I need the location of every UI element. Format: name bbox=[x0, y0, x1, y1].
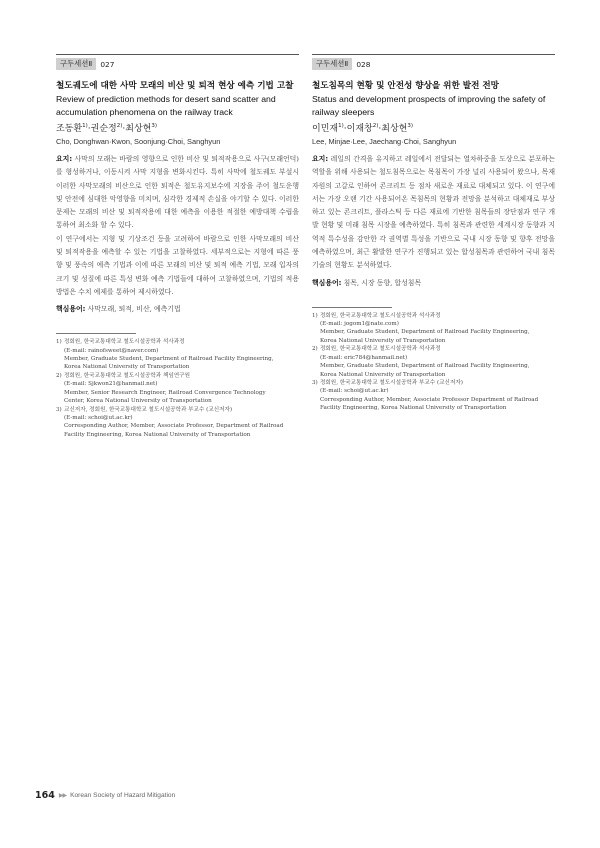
footnote-line: Member, Senior Research Engineer, Railroad Convergence Technology bbox=[64, 389, 266, 396]
footnote-number: 3) bbox=[56, 406, 62, 413]
title-korean: 철도궤도에 대한 사막 모래의 비산 및 퇴적 현상 예측 기법 고찰 bbox=[56, 81, 294, 91]
footnote-item bbox=[56, 372, 299, 406]
author-separator: · bbox=[87, 124, 91, 134]
page-footer bbox=[35, 790, 175, 801]
footnote-line: Corresponding Author, Member, Associate Professor Department of Railroad bbox=[320, 396, 539, 403]
authors-english: Cho, Donghwan·Kwon, Soonjung·Choi, Sanghyun bbox=[56, 137, 221, 146]
author-name: 최상현 bbox=[381, 124, 408, 134]
footnote-line: Korea National University of Transportation bbox=[320, 371, 446, 378]
footnote-line: Member, Graduate Student, Department of Railroad Facility Engineering, bbox=[320, 329, 530, 336]
keywords-label: 핵심용어: bbox=[56, 305, 86, 314]
footnote-number: 2) bbox=[312, 346, 318, 353]
footnote-number: 1) bbox=[56, 339, 62, 346]
title-english: Status and development prospects of improving the safety of railway sleepers bbox=[312, 94, 546, 117]
author-name: 이민재 bbox=[312, 124, 339, 134]
author-name: 이재창 bbox=[346, 124, 373, 134]
author-footnote-ref: 2) bbox=[116, 123, 123, 129]
section-tag bbox=[312, 58, 555, 70]
abstract-paragraph: 사막의 모래는 바람의 영향으로 인한 비산 및 퇴적작용으로 사구(모래언덕)를 형성하거나, 이동시켜 사막 지형을 변화시킨다. 특히 사막에 철도궤도 부설시 이러한 사막모래의 비산으로 인한 퇴적은 철도유지보수에 지장을 주어 철도운행 및 안전에 심대한 악영향을 미치며, 심각한 경제적 손실을 야기할 수 있다. 이러한 문제는 모래의 비산 및 퇴적작용에 대한 예측을 이용한 적절한 예방대책 수립을 통하여 최소화 할 수 있다. bbox=[56, 155, 299, 230]
author-separator: · bbox=[122, 124, 126, 134]
footnote-line: Member, Graduate Student, Department of Railroad Facility Engineering, bbox=[320, 363, 530, 370]
section-label: 구두세션Ⅱ bbox=[312, 58, 352, 70]
abstract-paragraph: 이 연구에서는 지형 및 기상조건 등을 고려하여 바람으로 인한 사막모래의 비산 및 퇴적작용을 예측할 수 있는 기법을 고찰하였다. 세부적으로는 지형에 따른 풍향 및 풍속의 예측 기법과 이에 따른 모래의 비산 및 퇴적 예측 기법, 모래 입자의 크기 및 성질에 따른 특성 변화 예측 기법들에 대하여 고찰하였으며, 기법의 적용 방법은 수치 예제를 통하여 제시하였다. bbox=[56, 234, 299, 296]
footnote-line: (E-mail: rainofsweet@naver.com) bbox=[64, 347, 159, 354]
footnote-line: Korea National University of Transportation bbox=[320, 337, 446, 344]
footnote-line: 정회원, 한국교통대학교 철도시설공학과 석사과정 bbox=[320, 346, 441, 353]
footnote-line: (E-mail: jogom1@nate.com) bbox=[320, 321, 399, 328]
author-name: 최상현 bbox=[125, 124, 152, 134]
footnote-line: (E-mail: eric784@hanmail.net) bbox=[320, 354, 408, 361]
author-name: 조동환 bbox=[56, 124, 83, 134]
footnote-line: 정회원, 한국교통대학교 철도시설공학과 석사과정 bbox=[64, 339, 185, 346]
keywords bbox=[56, 303, 299, 316]
author-footnote-ref: 3) bbox=[407, 123, 413, 129]
author-footnote-ref: 3) bbox=[151, 123, 157, 129]
footnote-line: 교신저자, 정회원, 한국교통대학교 철도시설공학과 부교수 (교신저자) bbox=[64, 406, 233, 413]
double-arrow-icon: ▶▶ bbox=[58, 792, 67, 799]
footnotes bbox=[312, 312, 555, 413]
right-article bbox=[312, 54, 555, 413]
footnote-line: Center, Korea National University of Transportation bbox=[64, 398, 212, 405]
footnote-line: Member, Graduate Student, Department of Railroad Facility Engineering, bbox=[64, 356, 274, 363]
title-korean: 철도침목의 현황 및 안전성 향상을 위한 발전 전망 bbox=[312, 81, 499, 91]
title-english: Review of prediction methods for desert sand scatter and accumulation phenomena on the railway track bbox=[56, 94, 276, 117]
footnote-line: (E-mail: schoi@ut.ac.kr) bbox=[64, 414, 133, 421]
footnote-line: 정회원, 한국교통대학교 철도시설공학과 부교수 (교신저자) bbox=[320, 379, 463, 386]
section-tag bbox=[56, 58, 299, 70]
author-footnote-ref: 1) bbox=[338, 123, 344, 129]
footnote-item bbox=[56, 406, 299, 440]
footnote-item bbox=[312, 345, 555, 379]
header-rule bbox=[312, 54, 555, 55]
journal-name: Korean Society of Hazard Mitigation bbox=[70, 792, 176, 799]
keywords-label: 핵심용어: bbox=[312, 278, 342, 287]
author-footnote-ref: 1) bbox=[82, 123, 88, 129]
authors-korean bbox=[56, 119, 299, 137]
keywords bbox=[312, 277, 555, 290]
footnote-line: (E-mail: schoi@ut.ac.kr) bbox=[320, 388, 389, 395]
keywords-text: 사막모래, 퇴적, 비산, 예측기법 bbox=[87, 305, 181, 314]
footnote-line: Korea National University of Transportation bbox=[64, 364, 190, 371]
article-number: 027 bbox=[100, 59, 115, 69]
footnote-line: 정회원, 한국교통대학교 철도시설공학과 석사과정 bbox=[320, 312, 441, 319]
footnote-line: 정회원, 한국교통대학교 철도시설공학과 책임연구원 bbox=[64, 372, 190, 379]
section-label: 구두세션Ⅱ bbox=[56, 58, 96, 70]
left-article bbox=[56, 54, 299, 439]
footnote-item bbox=[312, 379, 555, 413]
footnote-number: 2) bbox=[56, 372, 62, 379]
footnote-number: 3) bbox=[312, 379, 318, 386]
footnotes bbox=[56, 338, 299, 439]
author-separator: · bbox=[378, 124, 382, 134]
header-rule bbox=[56, 54, 299, 55]
keywords-text: 침목, 시장 동향, 합성침목 bbox=[343, 278, 422, 287]
author-separator: · bbox=[343, 124, 347, 134]
article-number: 028 bbox=[356, 59, 371, 69]
author-name: 권순정 bbox=[90, 124, 117, 134]
authors-english: Lee, Minjae·Lee, Jaechang·Choi, Sanghyun bbox=[312, 137, 457, 146]
footnote-rule bbox=[312, 307, 392, 308]
abstract-label: 요지: bbox=[56, 155, 73, 163]
footnote-item bbox=[312, 312, 555, 346]
footnote-line: Facility Engineering, Korea National University of Transportation bbox=[64, 431, 251, 438]
footnote-rule bbox=[56, 333, 136, 334]
footnote-line: (E-mail: Sjkwon21@hanmail.net) bbox=[64, 381, 158, 388]
abstract bbox=[312, 153, 555, 273]
abstract-label: 요지: bbox=[312, 155, 329, 163]
footnote-number: 1) bbox=[312, 312, 318, 319]
author-footnote-ref: 2) bbox=[372, 123, 379, 129]
authors-korean bbox=[312, 119, 555, 137]
footnote-line: Facility Engineering, Korea National University of Transportation bbox=[320, 405, 507, 412]
footnote-item bbox=[56, 338, 299, 372]
footnote-line: Corresponding Author, Member, Associate Professor, Department of Railroad bbox=[64, 423, 284, 430]
abstract-paragraph: 레일의 간격을 유지하고 레일에서 전달되는 열차하중을 도상으로 분포하는 역할을 위해 사용되는 철도침목으로는 목침목이 가장 널리 사용되어 왔으나, 목재 자원의 고갈로 인하여 콘크리트 등 점차 새로운 재료로 대체되고 있다. 이 연구에서는 가장 오랜 기간 사용되어온 목침목의 현황과 전망을 분석하고 대체재로 부상하고 있는 콘크리트, 플라스틱 등 다른 재료에 기반한 침목들의 장단점과 연구 개발 현황 및 미래 침목 시장을 예측하였다. 특히 침목과 관련한 세계시장 동향과 지역적 특수성을 감안한 각 권역별 특성을 기반으로 국내 시장 동향 및 향후 전망을 예측하였으며, 최근 활발한 연구가 진행되고 있는 합성침목과 관련하여 국내 침목기술의 현황도 분석하였다. bbox=[312, 155, 555, 270]
page-number: 164 bbox=[35, 790, 55, 801]
abstract bbox=[56, 153, 299, 299]
